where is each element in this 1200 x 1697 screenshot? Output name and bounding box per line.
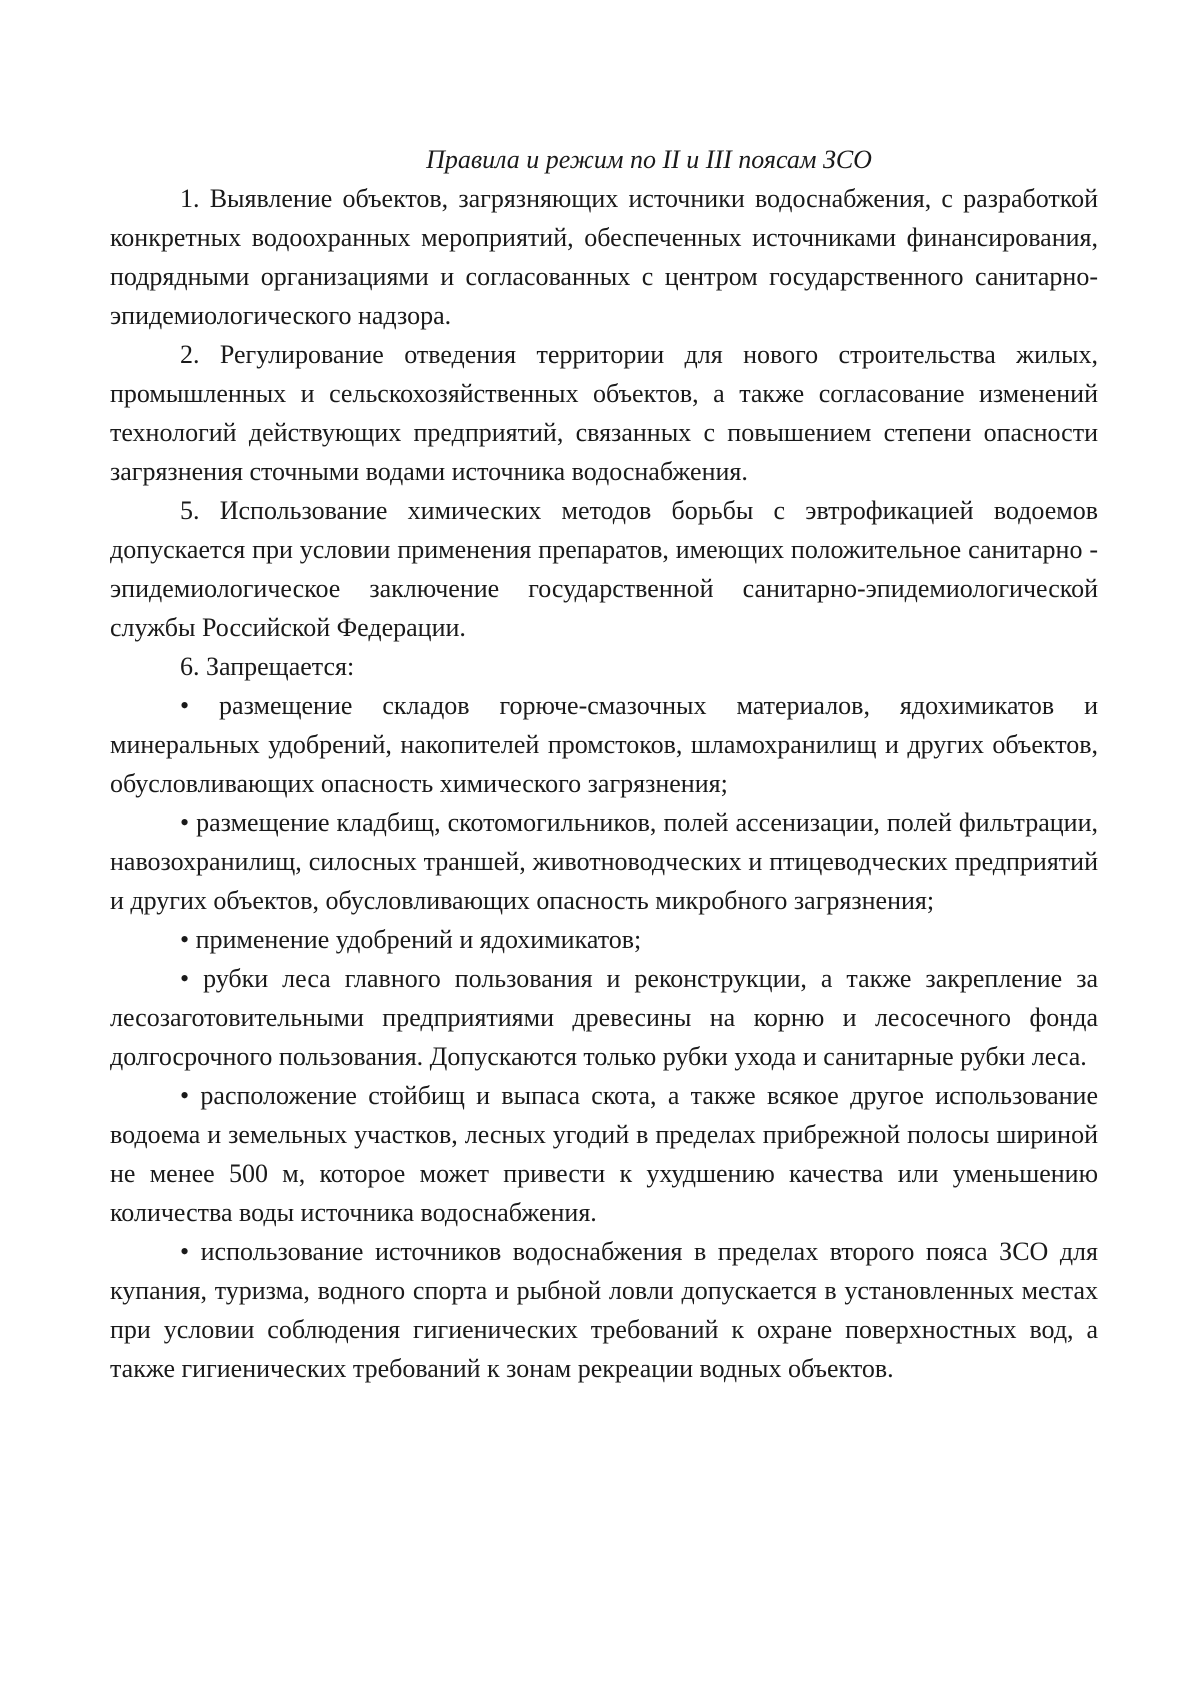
bullet-recreation: • использование источников водоснабжения в пределах второго пояса ЗСО для купания, туризма, водного спорта и рыбной ловли допускается в установленных местах при условии соблюдения гигиенических требований к охране поверхностных вод, а также гигиенических требований к зонам рекреации водных объектов. <box>110 1237 1098 1383</box>
paragraph-2-regulation: 2. Регулирование отведения территории для нового строительства жилых, промышленных и сельскохозяйственных объектов, а также согласование изменений технологий действующих предприятий, связанных с повышением степени опасности загрязнения сточными водами источника водоснабжения. <box>110 340 1098 486</box>
bullet-fertilizers: • применение удобрений и ядохимикатов; <box>180 925 642 954</box>
bullet-livestock: • расположение стойбищ и выпаса скота, а также всякое другое использование водоема и земельных участков, лесных угодий в пределах прибрежной полосы шириной не менее 500 м, которое может привести к ухудшению качества или уменьшению количества воды источника водоснабжения. <box>110 1081 1098 1227</box>
paragraph-6-prohibited: 6. Запрещается: <box>180 652 355 681</box>
document-page <box>110 140 1098 1388</box>
paragraph-1-identification: 1. Выявление объектов, загрязняющих источники водоснабжения, с разработкой конкретных водоохранных мероприятий, обеспеченных источниками финансирования, подрядными организациями и согласованных с центром государственного санитарно-эпидемиологического надзора. <box>110 184 1098 330</box>
bullet-storage-facilities: • размещение складов горюче-смазочных материалов, ядохимикатов и минеральных удобрений, накопителей промстоков, шламохранилищ и других объектов, обусловливающих опасность химического загрязнения; <box>110 691 1098 798</box>
document-title: Правила и режим по II и III поясам ЗСО <box>426 145 872 174</box>
bullet-logging: • рубки леса главного пользования и реконструкции, а также закрепление за лесозаготовительными предприятиями древесины на корню и лесосечного фонда долгосрочного пользования. Допускаются только рубки ухода и санитарные рубки леса. <box>110 964 1098 1071</box>
paragraph-5-chemical-methods: 5. Использование химических методов борьбы с эвтрофикацией водоемов допускается при условии применения препаратов, имеющих положительное санитарно - эпидемиологическое заключение государственной санитарно-эпидемиологической службы Российской Федерации. <box>110 496 1098 642</box>
bullet-cemeteries: • размещение кладбищ, скотомогильников, полей ассенизации, полей фильтрации, навозохранилищ, силосных траншей, животноводческих и птицеводческих предприятий и других объектов, обусловливающих опасность микробного загрязнения; <box>110 808 1098 915</box>
